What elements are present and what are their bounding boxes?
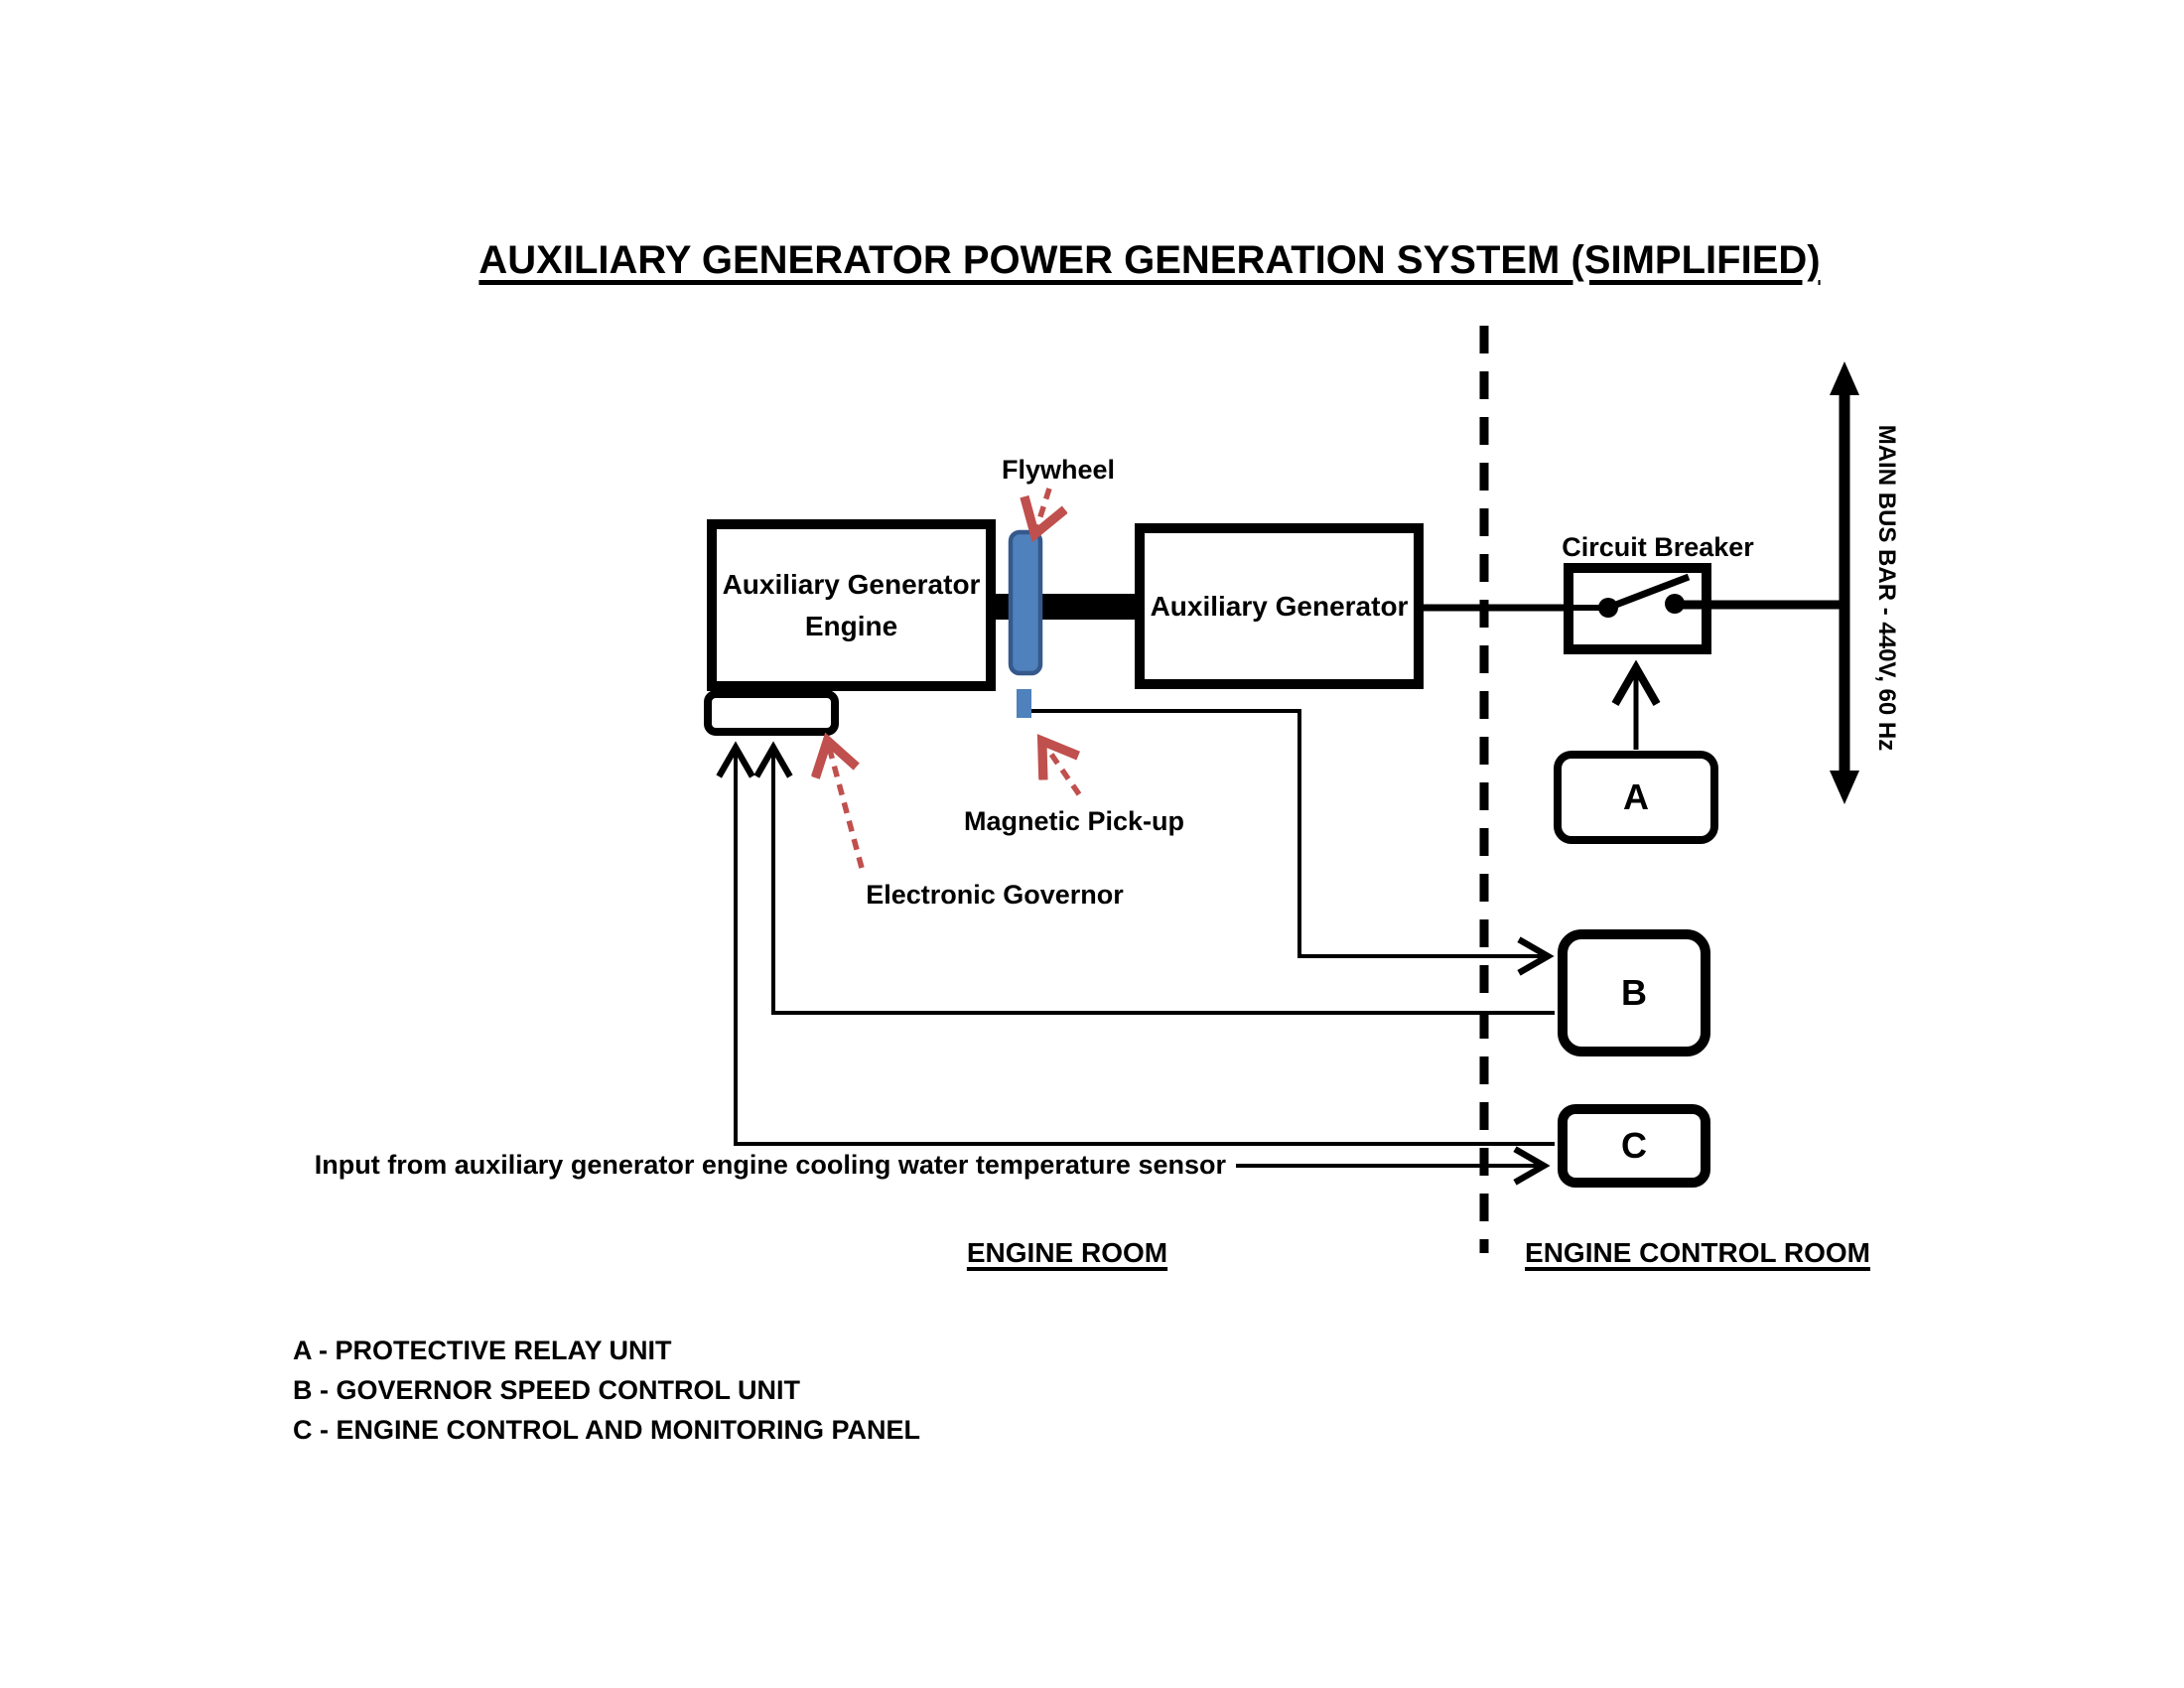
unit-a-label: A	[1623, 776, 1649, 817]
busbar-arrowhead-down	[1830, 771, 1859, 804]
main-busbar-label: MAIN BUS BAR - 440V, 60 Hz	[1873, 424, 1900, 752]
legend-item-a: A - PROTECTIVE RELAY UNIT	[293, 1336, 672, 1365]
unit-b-box	[1558, 929, 1710, 1056]
generator-box	[1135, 523, 1424, 689]
engine-box	[707, 519, 996, 691]
unit-b-label: B	[1621, 972, 1647, 1013]
drive-shaft	[991, 594, 1142, 620]
circuit-breaker-label: Circuit Breaker	[1562, 532, 1754, 562]
engine-control-room-label: ENGINE CONTROL ROOM	[1525, 1237, 1870, 1268]
busbar-arrowhead-up	[1830, 361, 1859, 395]
electronic-governor-box	[704, 690, 839, 736]
engine-label-line1: Auxiliary Generator	[722, 568, 981, 600]
flywheel-label: Flywheel	[1001, 455, 1116, 485]
diagram-title: AUXILIARY GENERATOR POWER GENERATION SYSTEM (SIMPLIFIED)	[478, 238, 1821, 282]
magnetic-pickup-shape	[1017, 689, 1031, 718]
engine-label-line2: Engine	[804, 610, 898, 641]
unit-c-label: C	[1621, 1125, 1647, 1166]
sensor-input-label: Input from auxiliary generator engine cooling water temperature sensor	[314, 1150, 1226, 1180]
engine-room-label: ENGINE ROOM	[966, 1237, 1168, 1268]
unit-c-box	[1558, 1104, 1710, 1188]
circuit-breaker-box	[1564, 563, 1711, 654]
legend	[293, 1331, 920, 1450]
unit-a-box	[1554, 751, 1718, 844]
electronic-governor-label: Electronic Governor	[866, 880, 1124, 910]
flywheel-shape	[1011, 532, 1040, 673]
legend-item-c: C - ENGINE CONTROL AND MONITORING PANEL	[293, 1415, 921, 1445]
magnetic-pickup-label: Magnetic Pick-up	[963, 806, 1185, 836]
flywheel-pointer-arrow	[1035, 489, 1049, 532]
electronic-governor-pointer-arrow	[828, 743, 862, 868]
generator-label: Auxiliary Generator	[1150, 590, 1409, 622]
legend-item-b: B - GOVERNOR SPEED CONTROL UNIT	[293, 1375, 801, 1405]
magnetic-pickup-pointer-arrow	[1043, 743, 1079, 794]
